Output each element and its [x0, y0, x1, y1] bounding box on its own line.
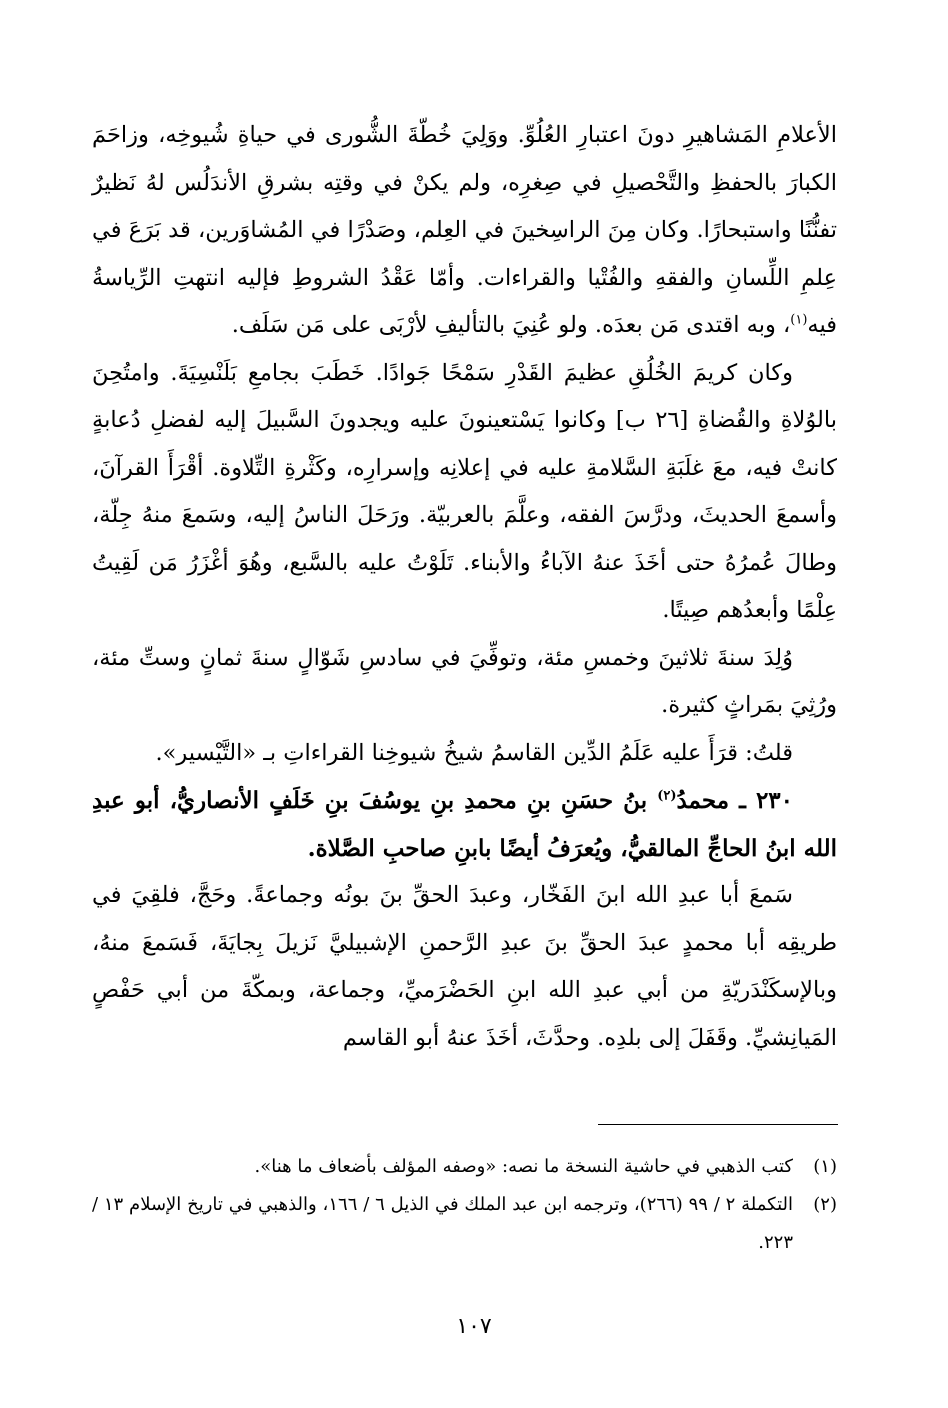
paragraph-text: ، وبه اقتدى مَن بعدَه. ولو عُنِيَ بالتأليفِ لأرْبَى على مَن سَلَف.: [231, 312, 791, 338]
paragraph: قلتُ: قرَأَ عليه عَلَمُ الدِّين القاسمُ شيخُ شيوخِنا القراءاتِ بـ «التَّيْسير».: [155, 739, 793, 766]
footnote-divider: [598, 1124, 838, 1125]
footnote-number: (٢): [813, 1194, 837, 1215]
paragraph: سَمعَ أبا عبدِ الله ابنَ الفَخّار، وعبدَ الحقِّ بنَ بونُه وجماعةً. وحَجَّ، فلقِيَ في طريقِه أبا محمدٍ عبدَ الحقِّ بنَ عبدِ الرَّحمنِ الإشبيليَّ نَزيلَ بِجايَةَ، فَسَمعَ منهُ، وبالإسكَنْدَريّةِ من أبي عبدِ الله ابنِ الحَضْرَميِّ، وجماعة، وبمكّةَ من أبي حَفْصٍ المَيانِشيِّ. وقَفَلَ إلى بلدِه. وحدَّثَ، أخَذَ عنهُ أبو القاسم: [92, 882, 837, 1051]
footnote-text: التكملة ٢ / ٩٩ (٢٦٦)، وترجمه ابن عبد الملك في الذيل ٦ / ١٦٦، والذهبي في تاريخ الإسلام ١٣ / ٢٢٣.: [92, 1194, 793, 1253]
page-number: ١٠٧: [456, 1314, 492, 1339]
main-text: [92, 112, 837, 1062]
paragraph: وكان كريمَ الخُلُقِ عظيمَ القَدْرِ سَمْحًا جَوادًا. خَطَبَ بجامعِ بَلَنْسِيَةَ. وامتُحِنَ بالوُلاةِ والقُضاةِ [٢٦ ب] وكانوا يَسْتعينونَ عليه ويجدونَ السَّبيلَ إليه لفضلِ دُعابةٍ كانتْ فيه، معَ غلَبَةِ السَّلامةِ عليه في إعلانِه وإسرارِه، وكَثْرةِ التِّلاوة. أقْرَأَ القرآنَ، وأسمعَ الحديثَ، ودرَّسَ الفقه، وعلَّمَ بالعربيّة. ورَحَلَ الناسُ إليه، وسَمعَ منهُ جِلّة، وطالَ عُمرُهُ حتى أخَذَ عنهُ الآباءُ والأبناء. تَلَوْتُ عليه بالسَّبع، وهُوَ أغْزَرُ مَن لَقِيتُ عِلْمًا وأبعدُهم صِيتًا.: [92, 359, 837, 623]
footnote-marker: (٢): [657, 788, 677, 804]
footnote: [92, 1186, 837, 1262]
entry-number-name: ٢٣٠ ـ محمدُ: [676, 787, 793, 814]
paragraph-text: الأعلامِ المَشاهيرِ دونَ اعتبارِ العُلُوِّ. ووَلِيَ خُطّةَ الشُّورى في حياةِ شُيوخِه، وزاحَمَ الكبارَ بالحفظِ والتَّحْصيلِ في صِغرِه، ولم يكنْ في وقتِه بشرقِ الأندَلُس لهُ نَظيرٌ تفنُّنًا واستبحارًا. وكان مِنَ الراسِخينَ في العِلم، وصَدْرًا في المُشاوَرين، قد بَرَعَ في عِلمِ اللِّسانِ والفقهِ والفُتْيا والقراءات. وأمّا عَقْدُ الشروطِ فإليه انتهتِ الرِّياسةُ فيه: [92, 122, 837, 338]
entry-lineage: بنُ حسَنِ بنِ محمدِ بنِ يوسُفَ بنِ خَلَفٍ الأنصاريُّ، أبو عبدِ الله ابنُ الحاجِّ المالقيُّ، ويُعرَفُ أيضًا بابنِ صاحبِ الصَّلاة.: [92, 787, 837, 862]
footnote-marker: (١): [790, 312, 808, 328]
footnote-text: كتب الذهبي في حاشية النسخة ما نصه: «وصفه المؤلف بأضعاف ما هنا».: [254, 1156, 793, 1177]
paragraph: [92, 112, 837, 350]
footnotes: [92, 1148, 837, 1262]
footnote: [92, 1148, 837, 1186]
footnote-number: (١): [813, 1156, 837, 1177]
paragraph: وُلِدَ سنةَ ثلاثينَ وخمسِ مئة، وتوفِّيَ في سادسِ شَوّالٍ سنةَ ثمانٍ وستِّ مئة، ورُثِيَ بمَراثٍ كثيرة.: [92, 644, 837, 718]
entry-heading: [92, 777, 837, 872]
